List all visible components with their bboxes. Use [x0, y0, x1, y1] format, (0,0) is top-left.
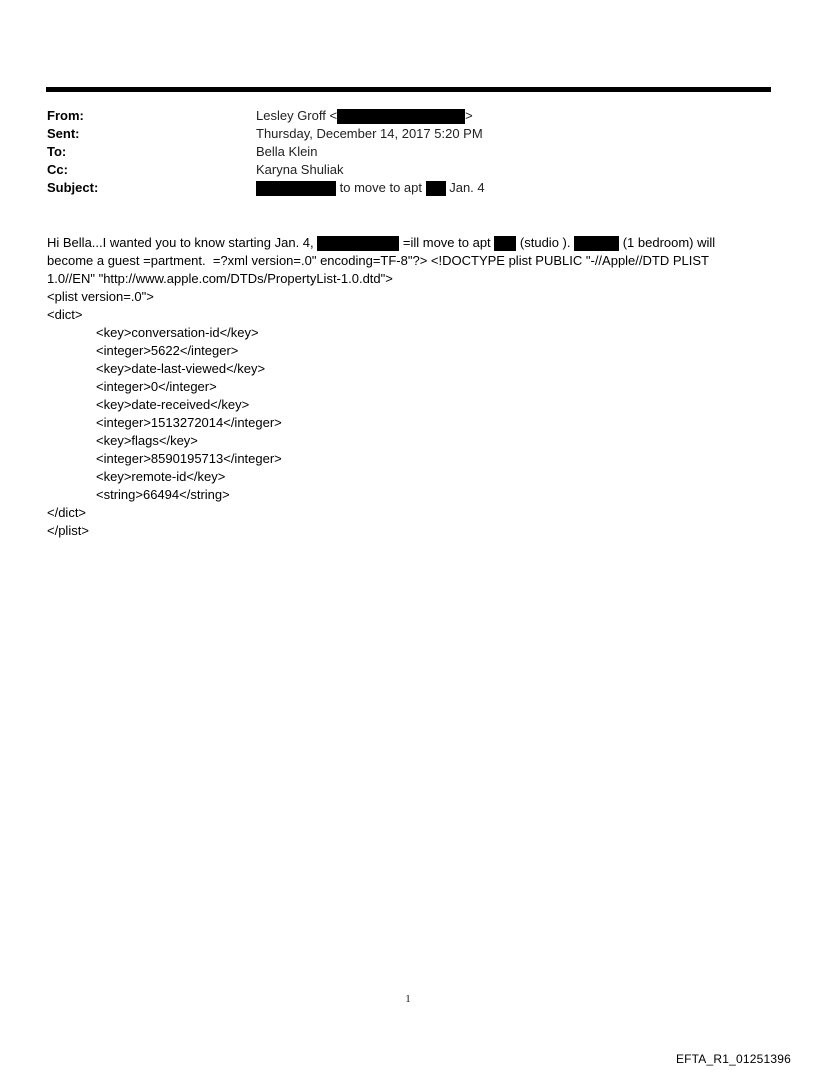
plist-entry: <key>date-last-viewed</key>: [96, 361, 266, 376]
subject-value: [256, 179, 485, 197]
cc-row: [47, 161, 767, 179]
to-value: Bella Klein: [256, 144, 318, 159]
redaction-box: [426, 181, 446, 196]
top-rule: [46, 87, 771, 92]
sent-value: Thursday, December 14, 2017 5:20 PM: [256, 126, 483, 141]
dict-open: <dict>: [47, 307, 83, 322]
plist-entry: <key>conversation-id</key>: [96, 325, 259, 340]
redaction-box: [494, 236, 516, 251]
subject-row: [47, 179, 767, 197]
plist-entry: <key>date-received</key>: [96, 397, 250, 412]
dict-close: </dict>: [47, 505, 87, 520]
page-number: 1: [405, 994, 411, 1005]
redaction-box: [256, 181, 336, 196]
from-row: [47, 107, 767, 125]
redaction-box: [317, 236, 399, 251]
sent-row: [47, 125, 767, 143]
to-row: [47, 143, 767, 161]
cc-value: Karyna Shuliak: [256, 162, 344, 177]
email-body: [47, 234, 767, 540]
redaction-box: [574, 236, 619, 251]
from-label: From:: [47, 108, 84, 123]
redaction-box: [337, 109, 465, 124]
plist-entry: <integer>5622</integer>: [96, 343, 239, 358]
plist-entry: <key>flags</key>: [96, 433, 198, 448]
body-text: Hi Bella...I wanted you to know starting Jan. 4,: [47, 235, 318, 250]
body-text: =ill move to apt: [399, 235, 495, 250]
email-header: [47, 107, 767, 197]
body-line-3: 1.0//EN" "http://www.apple.com/DTDs/PropertyList-1.0.dtd">: [47, 271, 393, 286]
subject-label: Subject:: [47, 180, 99, 195]
body-text: (studio ).: [516, 235, 575, 250]
plist-entry: <integer>0</integer>: [96, 379, 217, 394]
document-id: EFTA_R1_01251396: [675, 1052, 791, 1066]
body-line-1: [47, 234, 767, 252]
body-text: (1 bedroom) will: [619, 235, 716, 250]
subject-text-1: to move to apt: [336, 180, 426, 195]
to-label: To:: [47, 144, 67, 159]
sent-label: Sent:: [47, 126, 80, 141]
plist-open: <plist version=.0">: [47, 289, 154, 304]
plist-entry: <integer>8590195713</integer>: [96, 451, 282, 466]
plist-entry: <integer>1513272014</integer>: [96, 415, 282, 430]
plist-close: </plist>: [47, 523, 89, 538]
plist-entry: <key>remote-id</key>: [96, 469, 226, 484]
body-line-2: become a guest =partment. =?xml version=.0" encoding=TF-8"?> <!DOCTYPE plist PUBLIC "-//Apple//DTD PLIST: [47, 253, 709, 268]
from-name: Lesley Groff <: [256, 108, 338, 123]
from-value: [256, 107, 473, 125]
cc-label: Cc:: [47, 162, 68, 177]
subject-text-2: Jan. 4: [445, 180, 485, 195]
plist-entry: <string>66494</string>: [96, 487, 230, 502]
from-close: >: [465, 108, 473, 123]
